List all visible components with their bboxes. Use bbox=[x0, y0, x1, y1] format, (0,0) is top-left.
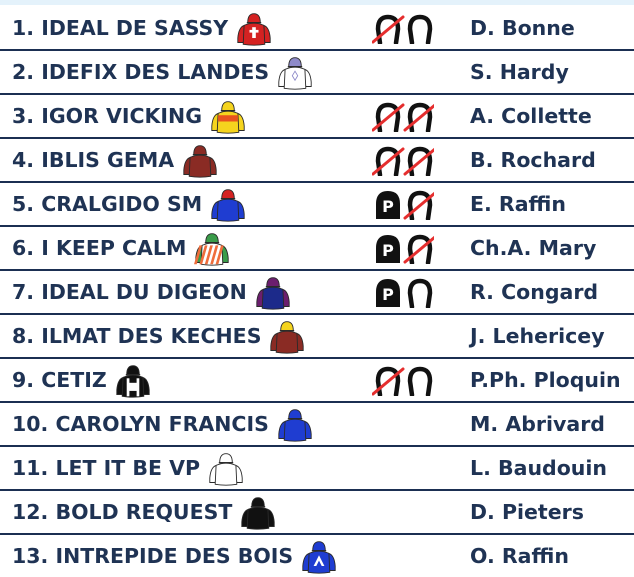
jockey-silk-icon bbox=[269, 319, 305, 355]
jockey-silk-icon bbox=[210, 99, 246, 135]
jockey-silk-icon bbox=[277, 55, 313, 91]
runner-row[interactable] bbox=[0, 183, 634, 225]
jockey-name: B. Rochard bbox=[470, 148, 596, 172]
runner-row[interactable] bbox=[0, 447, 634, 489]
barefoot-icon bbox=[405, 105, 434, 131]
shoeing-icons bbox=[372, 190, 434, 220]
jockey-name: O. Raffin bbox=[470, 544, 569, 568]
plate-shoe-icon bbox=[376, 235, 400, 263]
runner-row[interactable] bbox=[0, 139, 634, 181]
jockey-name: M. Abrivard bbox=[470, 412, 605, 436]
runner-row[interactable] bbox=[0, 7, 634, 49]
jockey-silk-icon bbox=[210, 187, 246, 223]
jockey-name: Ch.A. Mary bbox=[470, 236, 597, 260]
plate-shoe-icon bbox=[376, 279, 400, 307]
horseshoe-icon bbox=[410, 281, 430, 307]
shoeing-icons bbox=[372, 146, 434, 176]
shoeing-icons bbox=[372, 102, 434, 132]
jockey-name: A. Collette bbox=[470, 104, 592, 128]
horse-name: 9. CETIZ bbox=[12, 368, 107, 392]
plate-shoe-icon bbox=[376, 191, 400, 219]
runner-row[interactable] bbox=[0, 403, 634, 445]
runner-row[interactable] bbox=[0, 51, 634, 93]
top-border bbox=[0, 0, 634, 5]
shoeing-icons bbox=[372, 14, 434, 44]
barefoot-icon bbox=[405, 237, 434, 263]
runner-row[interactable] bbox=[0, 315, 634, 357]
jockey-name: E. Raffin bbox=[470, 192, 567, 216]
horse-name: 12. BOLD REQUEST bbox=[12, 500, 233, 524]
jockey-silk-icon bbox=[182, 143, 218, 179]
runner-row[interactable] bbox=[0, 535, 634, 577]
shoeing-icons bbox=[372, 366, 434, 396]
barefoot-icon bbox=[373, 17, 403, 43]
jockey-name: P.Ph. Ploquin bbox=[470, 368, 621, 392]
jockey-silk-icon bbox=[301, 539, 337, 575]
jockey-silk-icon bbox=[115, 363, 151, 399]
svg-text:P: P bbox=[382, 197, 394, 216]
runner-row[interactable] bbox=[0, 359, 634, 401]
barefoot-icon bbox=[373, 105, 403, 131]
runner-row[interactable] bbox=[0, 271, 634, 313]
shoeing-icons bbox=[372, 278, 434, 308]
jockey-name: L. Baudouin bbox=[470, 456, 608, 480]
jockey-silk-icon bbox=[194, 231, 230, 267]
barefoot-icon bbox=[373, 369, 403, 395]
runner-row[interactable] bbox=[0, 227, 634, 269]
jockey-name: J. Lehericey bbox=[470, 324, 605, 348]
horseshoe-icon bbox=[410, 369, 430, 395]
horse-name: 13. INTREPIDE DES BOIS bbox=[12, 544, 294, 568]
jockey-name: D. Pieters bbox=[470, 500, 584, 524]
barefoot-icon bbox=[405, 193, 434, 219]
jockey-silk-icon bbox=[255, 275, 291, 311]
jockey-name: R. Congard bbox=[470, 280, 599, 304]
horse-name: 10. CAROLYN FRANCIS bbox=[12, 412, 269, 436]
barefoot-icon bbox=[373, 149, 403, 175]
svg-text:P: P bbox=[382, 241, 394, 260]
jockey-name: D. Bonne bbox=[470, 16, 575, 40]
jockey-silk-icon bbox=[208, 451, 244, 487]
jockey-silk-icon bbox=[240, 495, 276, 531]
horse-name: 4. IBLIS GEMA bbox=[12, 148, 175, 172]
svg-text:P: P bbox=[382, 285, 394, 304]
runner-row[interactable] bbox=[0, 95, 634, 137]
horse-name: 5. CRALGIDO SM bbox=[12, 192, 203, 216]
jockey-silk-icon bbox=[236, 11, 272, 47]
horse-name: 3. IGOR VICKING bbox=[12, 104, 203, 128]
horse-name: 7. IDEAL DU DIGEON bbox=[12, 280, 247, 304]
barefoot-icon bbox=[405, 149, 434, 175]
shoeing-icons bbox=[372, 234, 434, 264]
horse-name: 2. IDEFIX DES LANDES bbox=[12, 60, 270, 84]
horse-name: 11. LET IT BE VP bbox=[12, 456, 201, 480]
runner-row[interactable] bbox=[0, 491, 634, 533]
jockey-name: S. Hardy bbox=[470, 60, 569, 84]
horse-name: 8. ILMAT DES KECHES bbox=[12, 324, 262, 348]
horse-name: 6. I KEEP CALM bbox=[12, 236, 187, 260]
horse-name: 1. IDEAL DE SASSY bbox=[12, 16, 229, 40]
horseshoe-icon bbox=[410, 17, 430, 43]
jockey-silk-icon bbox=[277, 407, 313, 443]
